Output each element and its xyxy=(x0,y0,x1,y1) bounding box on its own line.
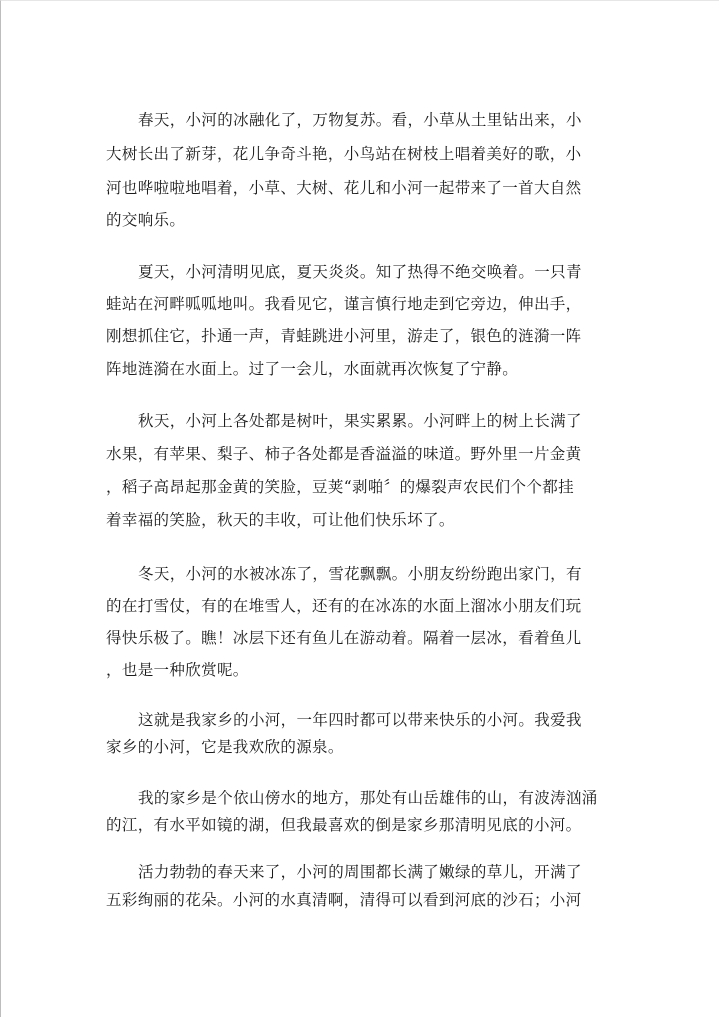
text-line: 秋天，小河上各处都是树叶，果实累累。小河畔上的树上长满了 xyxy=(138,412,582,430)
text-line: 的交响乐。 xyxy=(106,211,186,229)
text-line: 夏天，小河清明见底，夏天炎炎。知了热得不绝交唤着。一只青 xyxy=(138,263,582,281)
text-line: 冬天，小河的水被冰冻了，雪花飘飘。小朋友纷纷跑出家门，有 xyxy=(138,565,582,583)
text-line: 着幸福的笑脸，秋天的丰收，可让他们快乐坏了。 xyxy=(106,511,455,529)
text-line: ，也是一种欣赏呢。 xyxy=(106,661,249,679)
text-line: 水果，有苹果、梨子、柿子各处都是香溢溢的味道。野外里一片金黄 xyxy=(106,445,582,463)
text-line: 得快乐极了。瞧！冰层下还有鱼儿在游动着。隔着一层冰，看着鱼儿 xyxy=(106,629,582,647)
text-line: 春天，小河的冰融化了，万物复苏。看，小草从土里钻出来，小 xyxy=(138,111,582,129)
text-line: 活力勃勃的春天来了，小河的周围都长满了嫩绿的草儿，开满了 xyxy=(138,863,582,881)
text-line: ，稻子高昂起那金黄的笑脸，豆荚“剥啪〞的爆裂声农民们个个都挂 xyxy=(106,478,574,496)
text-line: 我的家乡是个依山傍水的地方，那处有山岳雄伟的山，有波涛汹涌 xyxy=(138,789,598,807)
text-line: 刚想抓住它，扑通一声，青蛙跳进小河里，游走了，银色的涟漪一阵 xyxy=(106,327,582,345)
text-line: 蛙站在河畔呱呱地叫。我看见它，谨言慎行地走到它旁边，伸出手， xyxy=(106,295,582,313)
text-line: 河也哗啦啦地唱着，小草、大树、花儿和小河一起带来了一首大自然 xyxy=(106,179,582,197)
text-line: 五彩绚丽的花朵。小河的水真清啊，清得可以看到河底的沙石；小河 xyxy=(106,891,582,909)
text-line: 的江，有水平如镜的湖，但我最喜欢的倒是家乡那清明见底的小河。 xyxy=(106,816,582,834)
text-line: 阵地涟漪在水面上。过了一会儿，水面就再次恢复了宁静。 xyxy=(106,360,519,378)
text-line: 大树长出了新芽，花儿争奇斗艳，小鸟站在树枝上唱着美好的歌，小 xyxy=(106,145,582,163)
text-line: 家乡的小河，它是我欢欣的源泉。 xyxy=(106,738,344,756)
text-line: 这就是我家乡的小河，一年四时都可以带来快乐的小河。我爱我 xyxy=(138,711,582,729)
text-line: 的在打雪仗，有的在堆雪人，还有的在冰冻的水面上溜冰小朋友们玩 xyxy=(106,597,582,615)
